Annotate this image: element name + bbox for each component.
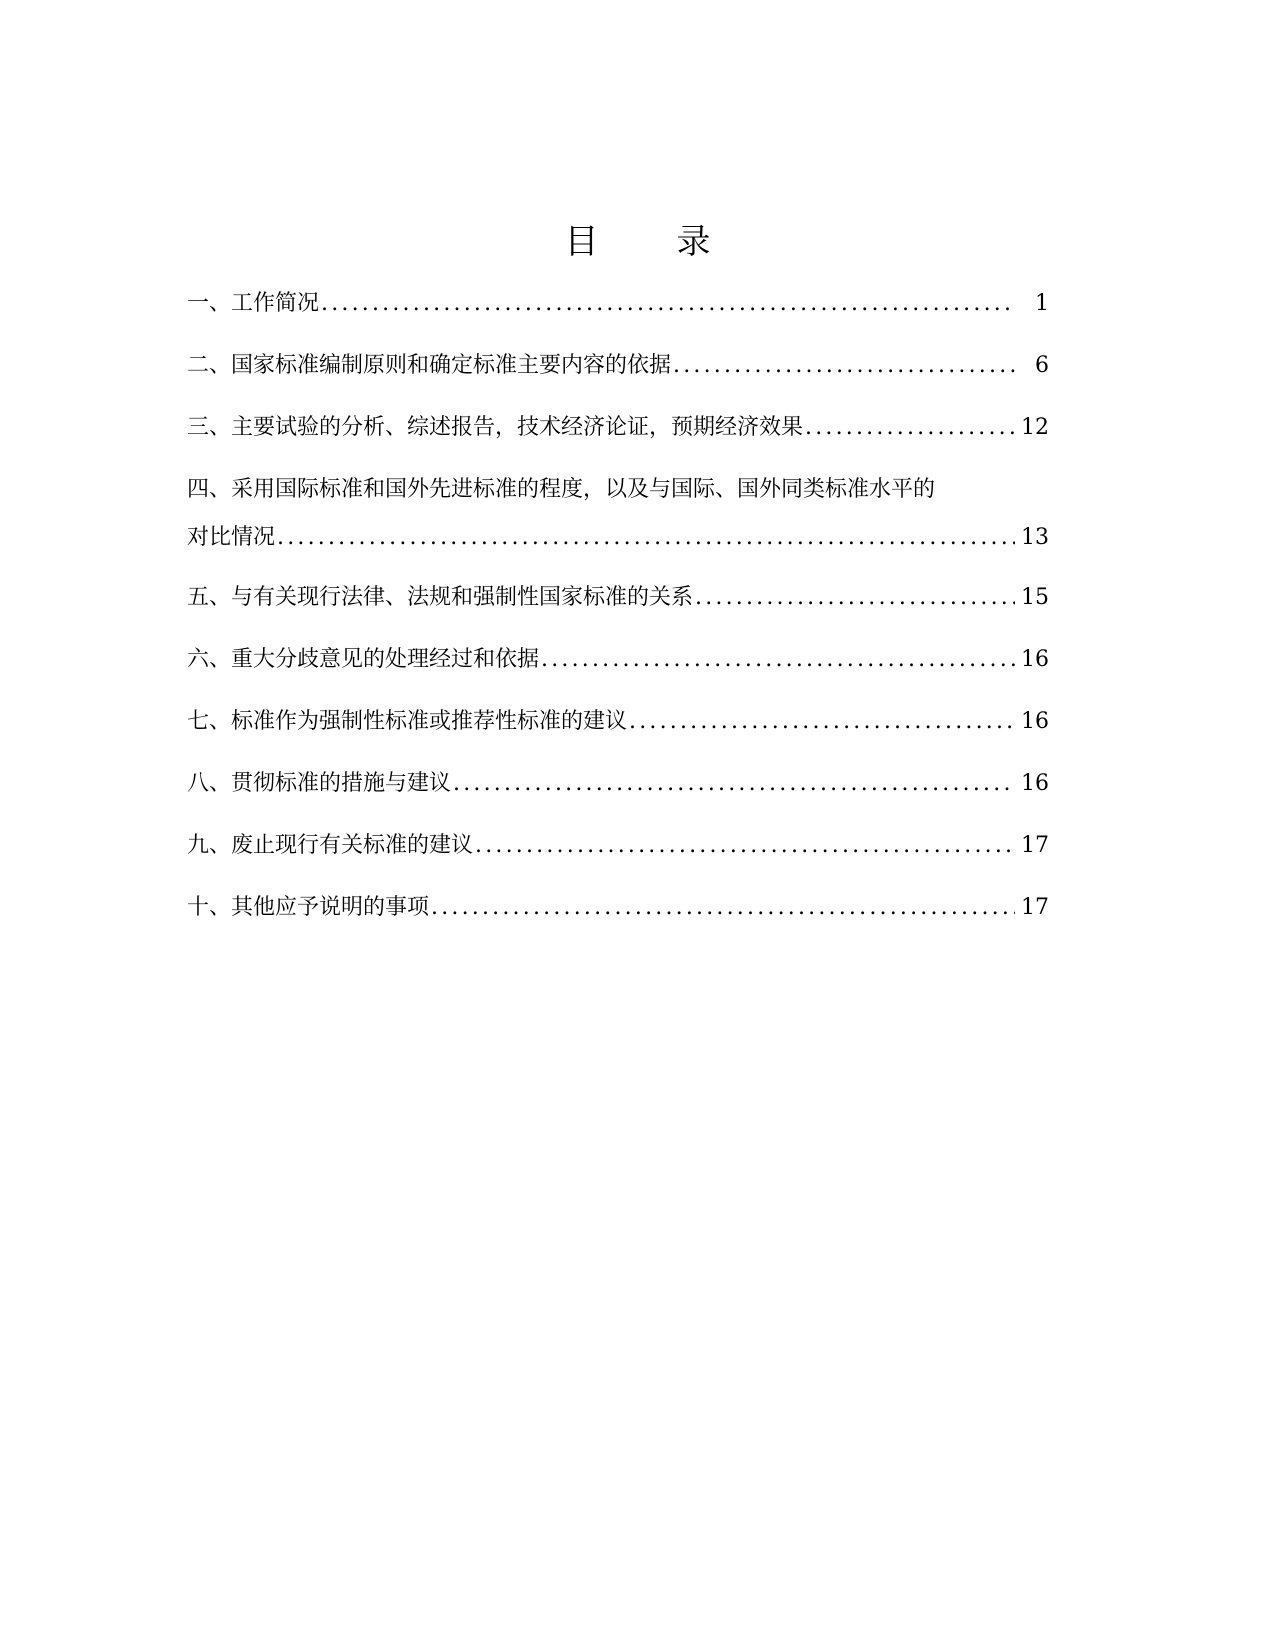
toc-entry-page: 15 — [1021, 585, 1049, 610]
toc-entry-7[interactable] — [187, 702, 1049, 742]
toc-entry-9[interactable] — [187, 826, 1049, 866]
dot-leader — [475, 826, 1015, 866]
title-char-2: 录 — [676, 222, 711, 262]
toc-entry-label: 九、废止现行有关标准的建议 — [187, 833, 474, 858]
dot-leader — [805, 408, 1015, 448]
toc-entry-1[interactable] — [187, 284, 1049, 324]
toc-entry-6[interactable] — [187, 640, 1049, 680]
dot-leader — [541, 640, 1015, 680]
dot-leader — [673, 346, 1015, 386]
toc-entry-3[interactable] — [187, 408, 1049, 448]
toc-entry-page: 13 — [1021, 525, 1049, 550]
page-title — [0, 222, 1275, 262]
toc-entry-label: 六、重大分歧意见的处理经过和依据 — [187, 647, 540, 672]
toc-entry-label-line1: 四、采用国际标准和国外先进标准的程度，以及与国际、国外同类标准水平的 — [187, 477, 936, 502]
title-char-1: 目 — [564, 222, 599, 262]
toc-entry-4[interactable] — [187, 470, 1049, 566]
toc-entry-10[interactable] — [187, 888, 1049, 928]
toc-entry-page: 17 — [1021, 833, 1049, 858]
toc-entry-label: 二、国家标准编制原则和确定标准主要内容的依据 — [187, 353, 672, 378]
toc-entry-label: 三、主要试验的分析、综述报告，技术经济论证，预期经济效果 — [187, 415, 804, 440]
toc-entry-page: 6 — [1035, 353, 1049, 378]
toc-entry-8[interactable] — [187, 764, 1049, 804]
toc-entry-label: 一、工作简况 — [187, 291, 320, 316]
dot-leader — [629, 702, 1015, 742]
toc-entry-5[interactable] — [187, 578, 1049, 618]
toc-entry-page: 16 — [1021, 647, 1049, 672]
toc-entry-page: 16 — [1021, 771, 1049, 796]
toc-entry-page: 16 — [1021, 709, 1049, 734]
toc-entry-page: 1 — [1035, 291, 1049, 316]
toc-entry-label: 八、贯彻标准的措施与建议 — [187, 771, 452, 796]
toc-entry-label: 对比情况 — [187, 525, 276, 550]
toc-entry-label: 五、与有关现行法律、法规和强制性国家标准的关系 — [187, 585, 694, 610]
toc-entry-label: 七、标准作为强制性标准或推荐性标准的建议 — [187, 709, 628, 734]
dot-leader — [431, 888, 1015, 928]
dot-leader — [695, 578, 1015, 618]
dot-leader — [321, 284, 1015, 324]
toc-entry-2[interactable] — [187, 346, 1049, 386]
toc-entry-page: 17 — [1021, 895, 1049, 920]
dot-leader — [277, 518, 1015, 558]
toc-entry-page: 12 — [1021, 415, 1049, 440]
dot-leader — [453, 764, 1015, 804]
toc-entry-label: 十、其他应予说明的事项 — [187, 895, 430, 920]
